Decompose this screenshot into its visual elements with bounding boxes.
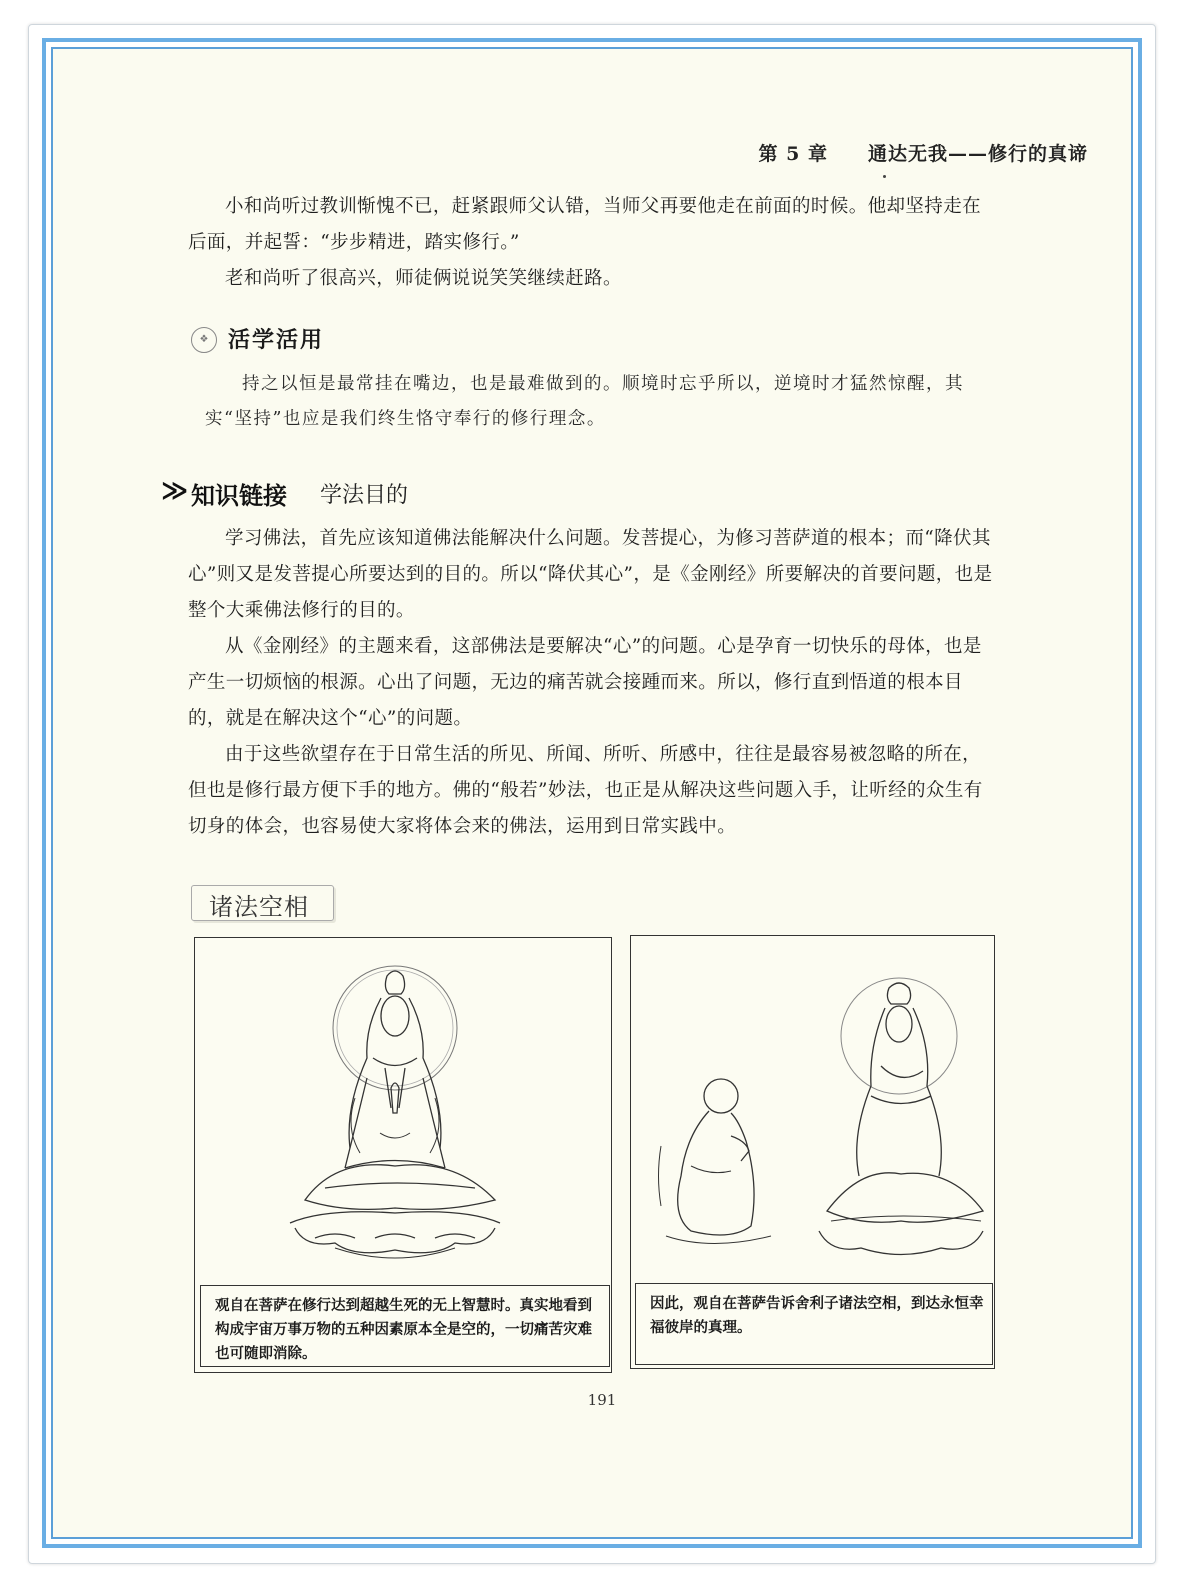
monk-and-bodhisattva-illustration — [631, 936, 993, 1276]
practice-text: 持之以恒是最常挂在嘴边，也是最难做到的。顺境时忘乎所以，逆境时才猛然惊醒，其实“坚持”也应是我们终生恪守奉行的修行理念。 — [205, 374, 964, 429]
knowledge-link-title: 知识链接 — [191, 482, 287, 510]
seated-bodhisattva-illustration — [195, 938, 610, 1278]
running-head-dot — [883, 175, 886, 178]
practice-section-title: 活学活用 — [228, 327, 325, 353]
practice-section — [205, 367, 995, 437]
illustration-tag: 诸法空相 — [209, 893, 309, 921]
knowledge-section — [188, 521, 993, 845]
knowledge-paragraph: 由于这些欲望存在于日常生活的所见、所闻、所听、所感中，往往是最容易被忽略的所在，但也是修行最方便下手的地方。佛的“般若”妙法，也正是从解决这些问题入手，让听经的众生有切身的体会，也容易使大家将体会来的佛法，运用到日常实践中。 — [188, 744, 983, 837]
left-illustration-caption: 观自在菩萨在修行达到超越生死的无上智慧时。真实地看到构成宇宙万事万物的五种因素原本全是空的，一切痛苦灾难也可随即消除。 — [200, 1285, 610, 1367]
page-number: 191 — [587, 1391, 617, 1409]
knowledge-link-subtitle: 学法目的 — [320, 483, 409, 508]
book-page — [53, 49, 1131, 1537]
double-chevron-icon: ≫ — [161, 476, 189, 506]
knowledge-paragraph: 从《金刚经》的主题来看，这部佛法是要解决“心”的问题。心是孕育一切快乐的母体，也是产生一切烦恼的根源。心出了问题，无边的痛苦就会接踵而来。所以，修行直到悟道的根本目的，就是在解决这个“心”的问题。 — [188, 636, 982, 729]
right-illustration-caption: 因此，观自在菩萨告诉舍利子诸法空相，到达永恒幸福彼岸的真理。 — [635, 1283, 993, 1365]
practice-section-icon: ❖ — [191, 327, 217, 353]
story-paragraph: 小和尚听过教训惭愧不已，赶紧跟师父认错，当师父再要他走在前面的时候。他却坚持走在后面，并起誓：“步步精进，踏实修行。” — [188, 196, 982, 253]
knowledge-paragraph: 学习佛法，首先应该知道佛法能解决什么问题。发菩提心，为修习菩萨道的根本；而“降伏其心”则又是发菩提心所要达到的目的。所以“降伏其心”，是《金刚经》所要解决的首要问题，也是整个大乘佛法修行的目的。 — [188, 528, 993, 621]
story-section — [188, 189, 993, 297]
story-paragraph: 老和尚听了很高兴，师徒俩说说笑笑继续赶路。 — [225, 268, 622, 289]
running-head: 第 5 章 通达无我——修行的真谛 — [758, 143, 1088, 165]
